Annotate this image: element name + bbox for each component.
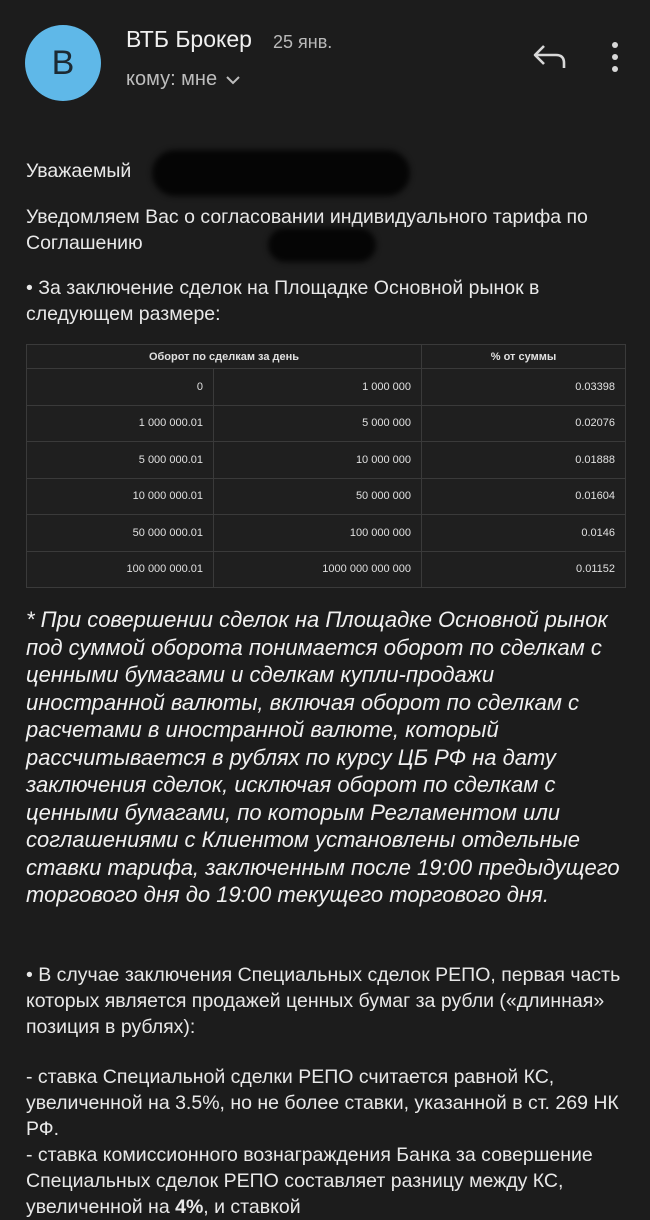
redacted-agreement bbox=[268, 228, 376, 262]
repo-commission-text bbox=[26, 1142, 626, 1220]
cell-to: 1000 000 000 000 bbox=[214, 551, 422, 588]
cell-from: 10 000 000.01 bbox=[27, 478, 214, 515]
recipient-label: кому: мне bbox=[126, 68, 218, 90]
avatar-letter: В bbox=[51, 43, 75, 82]
recipient-toggle[interactable] bbox=[126, 68, 241, 91]
cell-to: 10 000 000 bbox=[214, 442, 422, 479]
cell-percent: 0.02076 bbox=[422, 405, 626, 442]
notice-text: Уведомляем Вас о согласовании индивидуального тарифа по Соглашению bbox=[26, 206, 588, 254]
repo-commission-end: , и ставкой bbox=[203, 1196, 301, 1218]
cell-from: 5 000 000.01 bbox=[27, 442, 214, 479]
cell-percent: 0.01152 bbox=[422, 551, 626, 588]
cell-to: 100 000 000 bbox=[214, 515, 422, 552]
cell-to: 1 000 000 bbox=[214, 369, 422, 406]
sender-avatar[interactable] bbox=[25, 25, 101, 101]
redacted-name bbox=[152, 150, 410, 196]
turnover-footnote: * При совершении сделок на Площадке Основной рынок под суммой оборота понимается оборот по сделкам с ценными бумагами и сделкам купли-продажи иностранной валюты, включая оборот по сделкам с расчетами в иностранной валюте, который рассчитывается в рублях по курсу ЦБ РФ на дату заключения сделок, исключая оборот по сделкам с ценными бумагами, по которым Регламентом или соглашениями с Клиентом установлены отдельные ставки тарифа, заключенным после 19:00 предыдущего торгового дня до 19:00 текущего торгового дня. bbox=[26, 607, 620, 907]
cell-from: 0 bbox=[27, 369, 214, 406]
table-row bbox=[27, 515, 626, 552]
cell-percent: 0.03398 bbox=[422, 369, 626, 406]
table-row bbox=[27, 478, 626, 515]
table-row bbox=[27, 442, 626, 479]
cell-from: 100 000 000.01 bbox=[27, 551, 214, 588]
cell-to: 50 000 000 bbox=[214, 478, 422, 515]
bullet-trading: • За заключение сделок на Площадке Основной рынок в следующем размере: bbox=[26, 277, 540, 325]
repo-commission-bold: 4% bbox=[175, 1196, 204, 1218]
more-vert-icon[interactable] bbox=[604, 40, 626, 74]
cell-percent: 0.01888 bbox=[422, 442, 626, 479]
table-header-row bbox=[27, 345, 626, 369]
repo-commission-start: - ставка комиссионного вознаграждения Банка за совершение Специальных сделок РЕПО составляет разницу между КС, увеличенной на bbox=[26, 1144, 593, 1218]
cell-to: 5 000 000 bbox=[214, 405, 422, 442]
email-date: 25 янв. bbox=[273, 32, 333, 52]
tariff-table bbox=[26, 344, 626, 588]
chevron-down-icon bbox=[225, 75, 241, 85]
cell-from: 1 000 000.01 bbox=[27, 405, 214, 442]
greeting: Уважаемый bbox=[26, 160, 132, 182]
sender-name[interactable]: ВТБ Брокер bbox=[126, 26, 252, 52]
repo-rate-text: - ставка Специальной сделки РЕПО считается равной КС, увеличенной на 3.5%, но не более ставки, указанной в ст. 269 НК РФ. bbox=[26, 1066, 619, 1140]
header-turnover: Оборот по сделкам за день bbox=[27, 345, 422, 369]
email-header bbox=[0, 0, 650, 120]
table-row bbox=[27, 551, 626, 588]
cell-percent: 0.0146 bbox=[422, 515, 626, 552]
table-row bbox=[27, 405, 626, 442]
bullet-repo: • В случае заключения Специальных сделок РЕПО, первая часть которых является продажей ценных бумаг за рубли («длинная» позиция в рублях): bbox=[26, 964, 621, 1038]
cell-percent: 0.01604 bbox=[422, 478, 626, 515]
cell-from: 50 000 000.01 bbox=[27, 515, 214, 552]
table-row bbox=[27, 369, 626, 406]
reply-icon[interactable] bbox=[530, 40, 570, 72]
header-percent: % от суммы bbox=[422, 345, 626, 369]
